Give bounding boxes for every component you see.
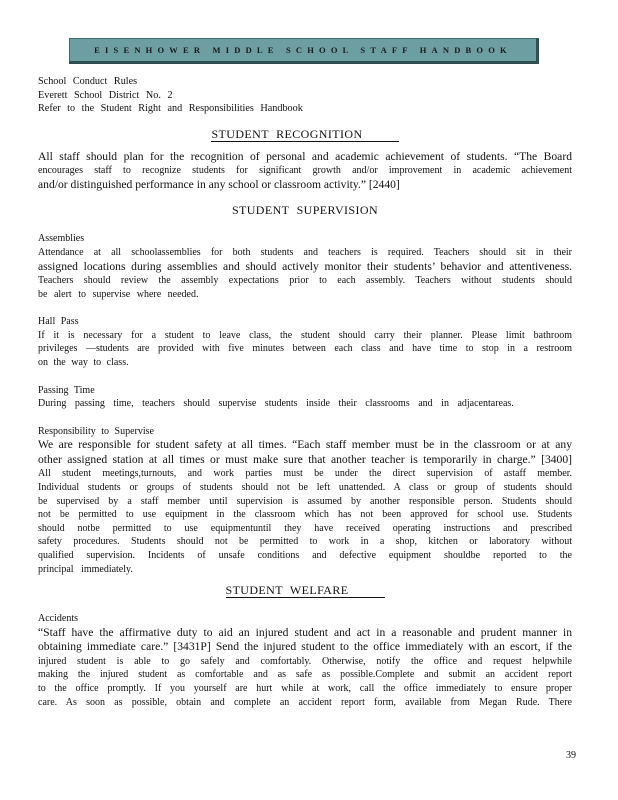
paragraph-line: All staff should plan for the recognition of personal and academic achievement of students. “The Board (38, 149, 572, 163)
paragraph-line: All student meetings,turnouts, and work parties must be under the direct supervision of astaff member. (38, 468, 572, 480)
paragraph-line: If it is necessary for a student to leave class, the student should carry their planner. Please limit bathroom (38, 329, 572, 341)
paragraph-line: qualified supervision. Incidents of unsafe conditions and defective equipment shouldbe reported to the (38, 549, 572, 561)
paragraph-line: other assigned station at all times or must make sure that another teacher is temporarily in charge.” [3400] (38, 452, 572, 466)
paragraph-line: injured student is able to go safely and comfortably. Otherwise, notify the office and request helpwhile (38, 655, 572, 667)
paragraph-line: care. As soon as possible, obtain and complete an accident report form, available from Megan Rude. There (38, 696, 572, 708)
meta-block (38, 75, 572, 116)
handbook-banner: EISENHOWER MIDDLE SCHOOL STAFF HANDBOOK (69, 38, 539, 64)
paragraph-line: on the way to class. (38, 357, 129, 369)
paragraph-line: encourages staff to recognize students for significant growth and/or improvement in academic achievement (38, 165, 572, 177)
paragraph-line: Teachers should review the assembly expectations prior to each assembly. Teachers without students should (38, 275, 572, 287)
paragraph-line: We are responsible for student safety at all times. “Each staff member must be in the classroom or at any (38, 438, 572, 452)
paragraph-line: assigned locations during assemblies and should actively monitor their students’ behavior and attentiveness. (38, 259, 572, 273)
subsection-title: Passing Time (38, 384, 95, 396)
paragraph-line: not be permitted to use equipment in the classroom which has not been approved for school use. Students (38, 509, 572, 521)
subsection-title: Responsibility to Supervise (38, 425, 154, 437)
paragraph-line: “Staff have the affirmative duty to aid an injured student and act in a reasonable and prudent manner in (38, 625, 572, 639)
paragraph-line: be supervised by a staff member until supervision is assumed by another responsible person. Students should (38, 495, 572, 507)
section-heading-supervision: STUDENT SUPERVISION (231, 203, 379, 218)
paragraph-line: making the injured student as comfortable and as safe as possible.Complete and submit an accident report (38, 669, 572, 681)
page-body (38, 75, 572, 709)
paragraph-line: to the office promptly. If you yourself are hurt while at work, call the office immediately to ensure proper (38, 682, 572, 694)
paragraph-line: privileges —students are provided with five minutes between each class and have time to stop in a restroom (38, 343, 572, 355)
paragraph-line: principal immediately. (38, 563, 133, 575)
meta-line: Everett School District No. 2 (38, 89, 173, 101)
paragraph-line: Individual students or groups of students should not be left unattended. A class or group of students should (38, 482, 572, 493)
paragraph-line: obtaining immediate care.” [3431P] Send the injured student to the office immediately with an escort, if the (38, 640, 572, 654)
paragraph-line: be alert to supervise where needed. (38, 288, 199, 300)
page-number: 39 (566, 750, 576, 761)
paragraph-line: should notbe permitted to use equipmentuntil they have received operating instructions and prescribed (38, 522, 572, 534)
section-heading-welfare: STUDENT WELFARE (38, 582, 572, 598)
paragraph-line: and/or distinguished performance in any school or classroom activity.” [2440] (38, 177, 400, 191)
subsection-title: Hall Pass (38, 316, 79, 328)
subsection-title: Assemblies (38, 233, 85, 245)
subsection-title: Accidents (38, 613, 78, 625)
section-heading-recognition: STUDENT RECOGNITION (38, 126, 572, 142)
paragraph-line: Attendance at all schoolassemblies for both students and teachers is required. Teachers should sit in their (38, 246, 572, 258)
paragraph-line: During passing time, teachers should supervise students inside their classrooms and in adjacentareas. (38, 398, 514, 410)
meta-line: Refer to the Student Right and Responsibilities Handbook (38, 103, 303, 115)
paragraph-line: safety procedures. Students should not be permitted to work in a shop, kitchen or laboratory without (38, 536, 572, 548)
meta-line: School Conduct Rules (38, 76, 138, 87)
